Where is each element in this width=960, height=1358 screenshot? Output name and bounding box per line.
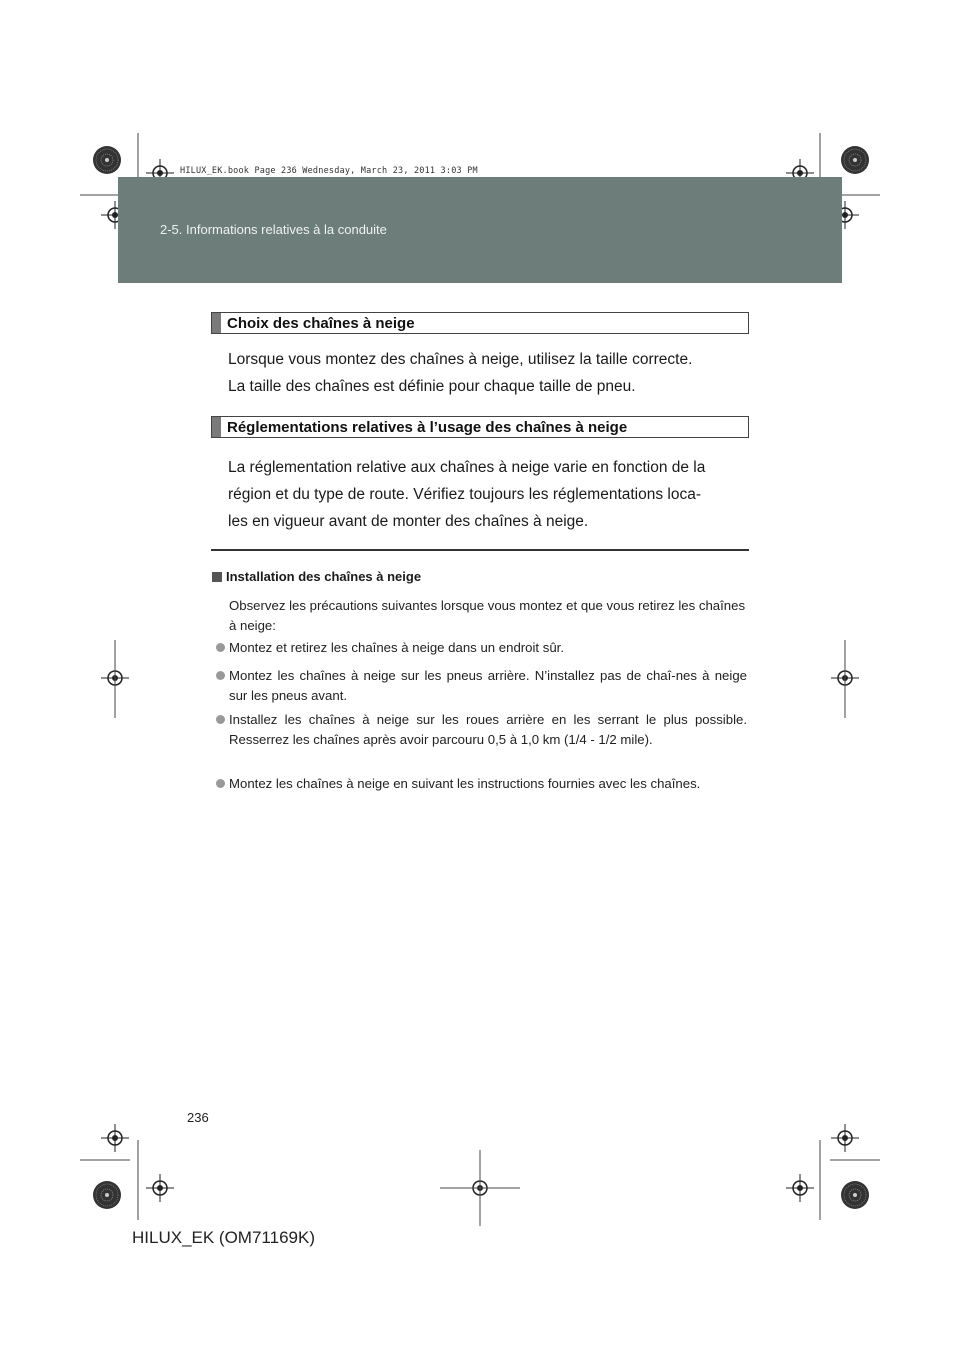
divider bbox=[211, 549, 749, 551]
heading-bar bbox=[212, 417, 221, 437]
bullet-dot-icon bbox=[216, 671, 225, 680]
note-heading bbox=[212, 569, 421, 584]
square-bullet-icon bbox=[212, 572, 222, 582]
list-item bbox=[216, 774, 747, 794]
section-heading-choice bbox=[211, 312, 749, 334]
bullet-dot-icon bbox=[216, 715, 225, 724]
section-breadcrumb: 2-5. Informations relatives à la conduite bbox=[160, 222, 387, 237]
section-title: Choix des chaînes à neige bbox=[227, 314, 415, 332]
section-body-choice bbox=[228, 346, 746, 400]
note-title: Installation des chaînes à neige bbox=[226, 569, 422, 584]
section-body-regulations bbox=[228, 454, 746, 535]
model-code: HILUX_EK (OM71169K) bbox=[132, 1228, 315, 1247]
body-line: Lorsque vous montez des chaînes à neige, utilisez la taille correcte. bbox=[228, 351, 693, 368]
section-title: Réglementations relatives à l’usage des chaînes à neige bbox=[227, 418, 628, 436]
heading-bar bbox=[212, 313, 221, 333]
list-item bbox=[216, 666, 747, 706]
body-line: La réglementation relative aux chaînes à neige varie en fonction de la bbox=[228, 459, 706, 476]
body-line: les en vigueur avant de monter des chaînes à neige. bbox=[228, 513, 589, 530]
body-line: La taille des chaînes est définie pour chaque taille de pneu. bbox=[228, 378, 636, 395]
bullet-dot-icon bbox=[216, 643, 225, 652]
section-heading-regulations bbox=[211, 416, 749, 438]
book-info-stamp: HILUX_EK.book Page 236 Wednesday, March 23, 2011 3:03 PM bbox=[180, 166, 478, 176]
note-intro: Observez les précautions suivantes lorsque vous montez et que vous retirez les chaînes à neige: bbox=[229, 598, 746, 633]
body-line: région et du type de route. Vérifiez toujours les réglementations loca- bbox=[228, 486, 702, 503]
list-item-text: Installez les chaînes à neige sur les roues arrière en les serrant le plus possible. Resserrez les chaînes après avoir parcouru 0,5 à 1,0 km (1/4 - 1/2 mile). bbox=[229, 712, 747, 747]
page-number: 236 bbox=[187, 1110, 209, 1125]
list-item-text: Montez les chaînes à neige sur les pneus arrière. N’installez pas de chaî-nes à neige sur les pneus avant. bbox=[229, 668, 747, 703]
list-item-text: Montez les chaînes à neige en suivant les instructions fournies avec les chaînes. bbox=[229, 776, 701, 791]
list-item bbox=[216, 638, 747, 658]
list-item-text: Montez et retirez les chaînes à neige dans un endroit sûr. bbox=[229, 640, 565, 655]
bullet-dot-icon bbox=[216, 779, 225, 788]
list-item bbox=[216, 710, 747, 750]
